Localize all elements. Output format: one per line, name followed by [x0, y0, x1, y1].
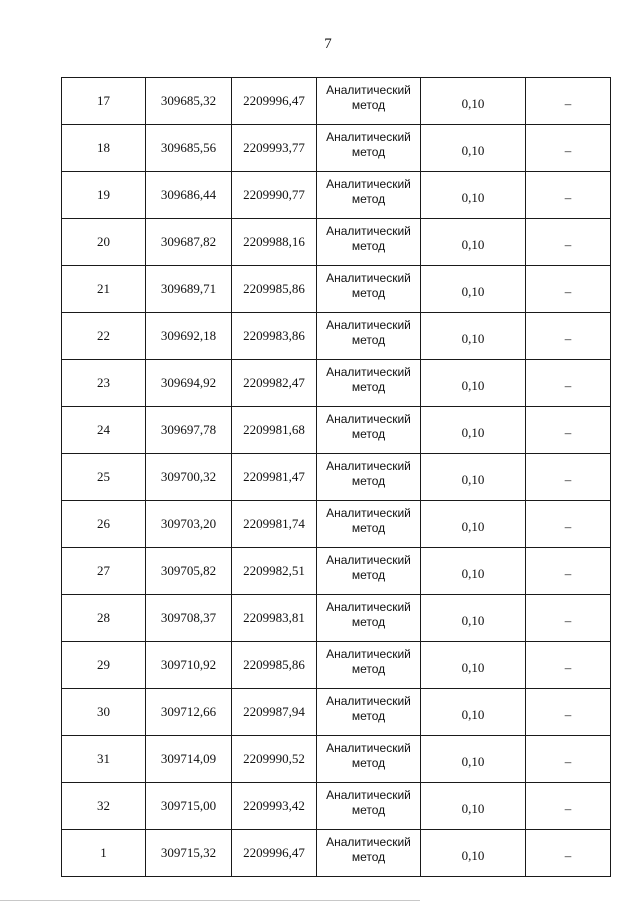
x-coordinate-cell: 309715,32	[146, 830, 232, 877]
table-row	[62, 172, 611, 219]
point-number-cell: 1	[62, 830, 146, 877]
table-row	[62, 736, 611, 783]
x-coordinate-cell: 309694,92	[146, 360, 232, 407]
accuracy-cell: 0,10	[421, 501, 526, 548]
method-cell: Аналитический метод	[317, 360, 421, 407]
accuracy-cell: 0,10	[421, 407, 526, 454]
x-coordinate-cell: 309712,66	[146, 689, 232, 736]
point-number-cell: 26	[62, 501, 146, 548]
y-coordinate-cell: 2209996,47	[232, 830, 317, 877]
method-cell: Аналитический метод	[317, 783, 421, 830]
point-number-cell: 25	[62, 454, 146, 501]
table-row	[62, 548, 611, 595]
accuracy-cell: 0,10	[421, 783, 526, 830]
accuracy-cell: 0,10	[421, 689, 526, 736]
table-row	[62, 783, 611, 830]
point-number-cell: 29	[62, 642, 146, 689]
method-cell: Аналитический метод	[317, 595, 421, 642]
accuracy-cell: 0,10	[421, 642, 526, 689]
note-cell: –	[526, 501, 611, 548]
note-cell: –	[526, 642, 611, 689]
y-coordinate-cell: 2209985,86	[232, 266, 317, 313]
accuracy-cell: 0,10	[421, 313, 526, 360]
note-cell: –	[526, 830, 611, 877]
point-number-cell: 21	[62, 266, 146, 313]
point-number-cell: 24	[62, 407, 146, 454]
y-coordinate-cell: 2209990,77	[232, 172, 317, 219]
note-cell: –	[526, 360, 611, 407]
table-row	[62, 595, 611, 642]
page-number: 7	[324, 36, 332, 52]
table-row	[62, 313, 611, 360]
method-cell: Аналитический метод	[317, 454, 421, 501]
point-number-cell: 28	[62, 595, 146, 642]
point-number-cell: 22	[62, 313, 146, 360]
x-coordinate-cell: 309686,44	[146, 172, 232, 219]
method-cell: Аналитический метод	[317, 172, 421, 219]
method-cell: Аналитический метод	[317, 219, 421, 266]
y-coordinate-cell: 2209985,86	[232, 642, 317, 689]
y-coordinate-cell: 2209981,74	[232, 501, 317, 548]
table-row	[62, 501, 611, 548]
table-row	[62, 125, 611, 172]
note-cell: –	[526, 407, 611, 454]
x-coordinate-cell: 309687,82	[146, 219, 232, 266]
accuracy-cell: 0,10	[421, 454, 526, 501]
coordinates-table	[61, 77, 611, 877]
note-cell: –	[526, 172, 611, 219]
y-coordinate-cell: 2209983,81	[232, 595, 317, 642]
method-cell: Аналитический метод	[317, 313, 421, 360]
x-coordinate-cell: 309697,78	[146, 407, 232, 454]
y-coordinate-cell: 2209993,42	[232, 783, 317, 830]
note-cell: –	[526, 219, 611, 266]
method-cell: Аналитический метод	[317, 548, 421, 595]
note-cell: –	[526, 454, 611, 501]
x-coordinate-cell: 309689,71	[146, 266, 232, 313]
note-cell: –	[526, 736, 611, 783]
method-cell: Аналитический метод	[317, 78, 421, 125]
accuracy-cell: 0,10	[421, 172, 526, 219]
accuracy-cell: 0,10	[421, 78, 526, 125]
table-row	[62, 219, 611, 266]
point-number-cell: 19	[62, 172, 146, 219]
accuracy-cell: 0,10	[421, 830, 526, 877]
x-coordinate-cell: 309705,82	[146, 548, 232, 595]
method-cell: Аналитический метод	[317, 830, 421, 877]
point-number-cell: 30	[62, 689, 146, 736]
accuracy-cell: 0,10	[421, 360, 526, 407]
point-number-cell: 20	[62, 219, 146, 266]
accuracy-cell: 0,10	[421, 125, 526, 172]
accuracy-cell: 0,10	[421, 736, 526, 783]
coordinates-table-body	[62, 78, 611, 877]
x-coordinate-cell: 309700,32	[146, 454, 232, 501]
y-coordinate-cell: 2209981,68	[232, 407, 317, 454]
y-coordinate-cell: 2209987,94	[232, 689, 317, 736]
x-coordinate-cell: 309710,92	[146, 642, 232, 689]
x-coordinate-cell: 309685,32	[146, 78, 232, 125]
method-cell: Аналитический метод	[317, 689, 421, 736]
table-row	[62, 78, 611, 125]
y-coordinate-cell: 2209982,47	[232, 360, 317, 407]
x-coordinate-cell: 309685,56	[146, 125, 232, 172]
y-coordinate-cell: 2209982,51	[232, 548, 317, 595]
table-row	[62, 454, 611, 501]
table-row	[62, 642, 611, 689]
note-cell: –	[526, 548, 611, 595]
x-coordinate-cell: 309708,37	[146, 595, 232, 642]
accuracy-cell: 0,10	[421, 548, 526, 595]
x-coordinate-cell: 309715,00	[146, 783, 232, 830]
accuracy-cell: 0,10	[421, 219, 526, 266]
method-cell: Аналитический метод	[317, 125, 421, 172]
table-row	[62, 830, 611, 877]
method-cell: Аналитический метод	[317, 642, 421, 689]
note-cell: –	[526, 78, 611, 125]
y-coordinate-cell: 2209983,86	[232, 313, 317, 360]
x-coordinate-cell: 309692,18	[146, 313, 232, 360]
y-coordinate-cell: 2209988,16	[232, 219, 317, 266]
note-cell: –	[526, 595, 611, 642]
x-coordinate-cell: 309714,09	[146, 736, 232, 783]
method-cell: Аналитический метод	[317, 407, 421, 454]
point-number-cell: 27	[62, 548, 146, 595]
point-number-cell: 23	[62, 360, 146, 407]
y-coordinate-cell: 2209981,47	[232, 454, 317, 501]
y-coordinate-cell: 2209990,52	[232, 736, 317, 783]
table-row	[62, 407, 611, 454]
method-cell: Аналитический метод	[317, 266, 421, 313]
note-cell: –	[526, 125, 611, 172]
y-coordinate-cell: 2209993,77	[232, 125, 317, 172]
point-number-cell: 18	[62, 125, 146, 172]
note-cell: –	[526, 266, 611, 313]
y-coordinate-cell: 2209996,47	[232, 78, 317, 125]
accuracy-cell: 0,10	[421, 595, 526, 642]
point-number-cell: 32	[62, 783, 146, 830]
note-cell: –	[526, 689, 611, 736]
point-number-cell: 31	[62, 736, 146, 783]
x-coordinate-cell: 309703,20	[146, 501, 232, 548]
scan-edge-line	[0, 900, 420, 901]
table-row	[62, 360, 611, 407]
point-number-cell: 17	[62, 78, 146, 125]
note-cell: –	[526, 313, 611, 360]
method-cell: Аналитический метод	[317, 736, 421, 783]
note-cell: –	[526, 783, 611, 830]
accuracy-cell: 0,10	[421, 266, 526, 313]
method-cell: Аналитический метод	[317, 501, 421, 548]
table-row	[62, 689, 611, 736]
table-row	[62, 266, 611, 313]
